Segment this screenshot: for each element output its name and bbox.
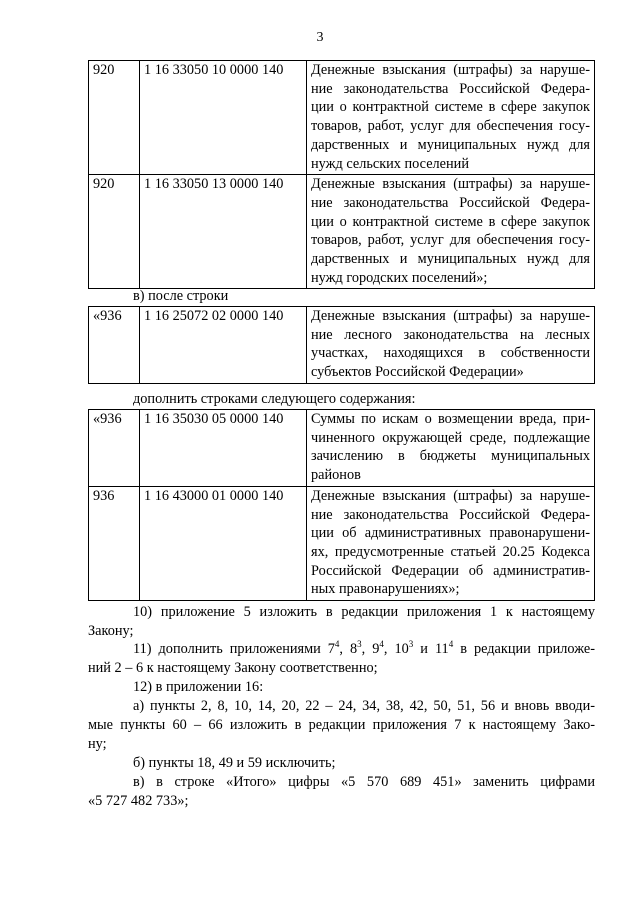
superscript: 4	[379, 639, 384, 649]
text-line: мые пункты 60 – 66 изложить в редакции приложения 7 к настоящему Зако-	[88, 717, 595, 733]
paragraph-b	[88, 754, 640, 773]
text-after-row	[88, 287, 640, 306]
admin-code-cell: 936	[89, 486, 140, 600]
table-row	[89, 61, 595, 175]
text-fragment: , 8	[339, 641, 358, 657]
kbk-code-cell: 1 16 35030 05 0000 140	[140, 410, 307, 487]
description-line: Денежные взыскания (штрафы) за наруше-	[311, 176, 590, 193]
text-line: 12) в приложении 16:	[133, 679, 264, 695]
kbk-code-cell: 1 16 33050 10 0000 140	[140, 61, 307, 175]
description-cell	[307, 175, 595, 289]
description-line: участках, находящихся в собственности	[311, 345, 590, 362]
paragraph-a	[88, 697, 595, 754]
admin-code-cell: «936	[89, 410, 140, 487]
description-line: субъектов Российской Федерации»	[311, 364, 524, 381]
description-cell	[307, 486, 595, 600]
description-line: Суммы по искам о возмещении вреда, при-	[311, 411, 590, 427]
description-line: ние законодательства Российской Федера-	[311, 506, 590, 523]
description-line: Денежные взыскания (штрафы) за наруше-	[311, 308, 590, 324]
description-line: ции об административных правонарушени-	[311, 525, 590, 542]
text-line: а) пункты 2, 8, 10, 14, 20, 22 – 24, 34, 38, 42, 50, 51, 56 и вновь вводи-	[133, 698, 595, 714]
paragraph-v	[88, 773, 595, 811]
table-row	[89, 486, 595, 600]
table-row	[89, 175, 595, 289]
text-fragment: , 10	[383, 641, 409, 657]
description-line: ных правонарушениях»;	[311, 581, 460, 598]
description-cell	[307, 61, 595, 175]
description-line: Российской Федерации об административ-	[311, 562, 590, 579]
paragraph-12	[88, 678, 640, 697]
text-line: ний 2 – 6 к настоящему Закону соответственно;	[88, 660, 378, 676]
text-line: ну;	[88, 736, 107, 752]
page-number: 3	[316, 30, 324, 45]
description-line: нужд сельских поселений	[311, 155, 469, 172]
table-row	[89, 307, 595, 384]
table-row	[89, 410, 595, 487]
description-line: районов	[311, 467, 361, 484]
admin-code-cell: «936	[89, 307, 140, 384]
description-line: ние лесного законодательства на лесных	[311, 326, 590, 343]
text-fragment: в редакции приложе-	[453, 641, 595, 657]
superscript: 3	[408, 639, 414, 649]
description-line: Денежные взыскания (штрафы) за наруше-	[311, 487, 590, 504]
description-line: Денежные взыскания (штрафы) за наруше-	[311, 62, 590, 78]
kbk-code-cell: 1 16 25072 02 0000 140	[140, 307, 307, 384]
description-line: товаров, работ, услуг для обеспечения госу-	[311, 232, 590, 249]
description-line: ях, предусмотренные статьей 20.25 Кодекса	[311, 543, 590, 560]
description-line: ции о контрактной системе в сфере закупок	[311, 213, 590, 230]
description-line: товаров, работ, услуг для обеспечения госу-	[311, 118, 590, 135]
text-line: дополнить строками следующего содержания:	[133, 391, 416, 407]
income-codes-table-1	[88, 60, 595, 289]
income-codes-table-2	[88, 306, 595, 384]
kbk-code-cell: 1 16 43000 01 0000 140	[140, 486, 307, 600]
text-line: в) после строки	[133, 288, 229, 304]
description-cell	[307, 410, 595, 487]
text-fragment: и 11	[413, 641, 449, 657]
admin-code-cell: 920	[89, 175, 140, 289]
description-line: ние законодательства Российской Федера-	[311, 194, 590, 211]
description-cell	[307, 307, 595, 384]
description-line: дарственных и муниципальных нужд для	[311, 136, 590, 153]
description-line: нужд городских поселений»;	[311, 269, 488, 286]
text-line: 10) приложение 5 изложить в редакции приложения 1 к настоящему	[133, 604, 595, 620]
superscript: 3	[357, 639, 362, 649]
description-line: дарственных и муниципальных нужд для	[311, 251, 590, 268]
paragraph-11	[88, 640, 595, 678]
description-line: зачислению в бюджеты муниципальных	[311, 448, 590, 465]
description-line: ние законодательства Российской Федера-	[311, 80, 590, 97]
text-line	[88, 640, 595, 659]
text-add-rows	[88, 390, 640, 409]
paragraph-10	[88, 603, 595, 641]
text-line: в) в строке «Итого» цифры «5 570 689 451» заменить цифрами	[133, 774, 595, 790]
text-line: «5 727 482 733»;	[88, 793, 189, 809]
admin-code-cell: 920	[89, 61, 140, 175]
kbk-code-cell: 1 16 33050 13 0000 140	[140, 175, 307, 289]
description-line: чиненного окружающей среде, подлежащие	[311, 429, 590, 446]
superscript: 4	[334, 639, 340, 649]
superscript: 4	[448, 639, 454, 649]
text-line: б) пункты 18, 49 и 59 исключить;	[133, 755, 336, 771]
text-fragment: , 9	[361, 641, 380, 657]
income-codes-table-3	[88, 409, 595, 601]
text-line: Закону;	[88, 623, 134, 639]
description-line: ции о контрактной системе в сфере закупок	[311, 99, 590, 116]
text-fragment: 11) дополнить приложениями 7	[133, 641, 335, 657]
